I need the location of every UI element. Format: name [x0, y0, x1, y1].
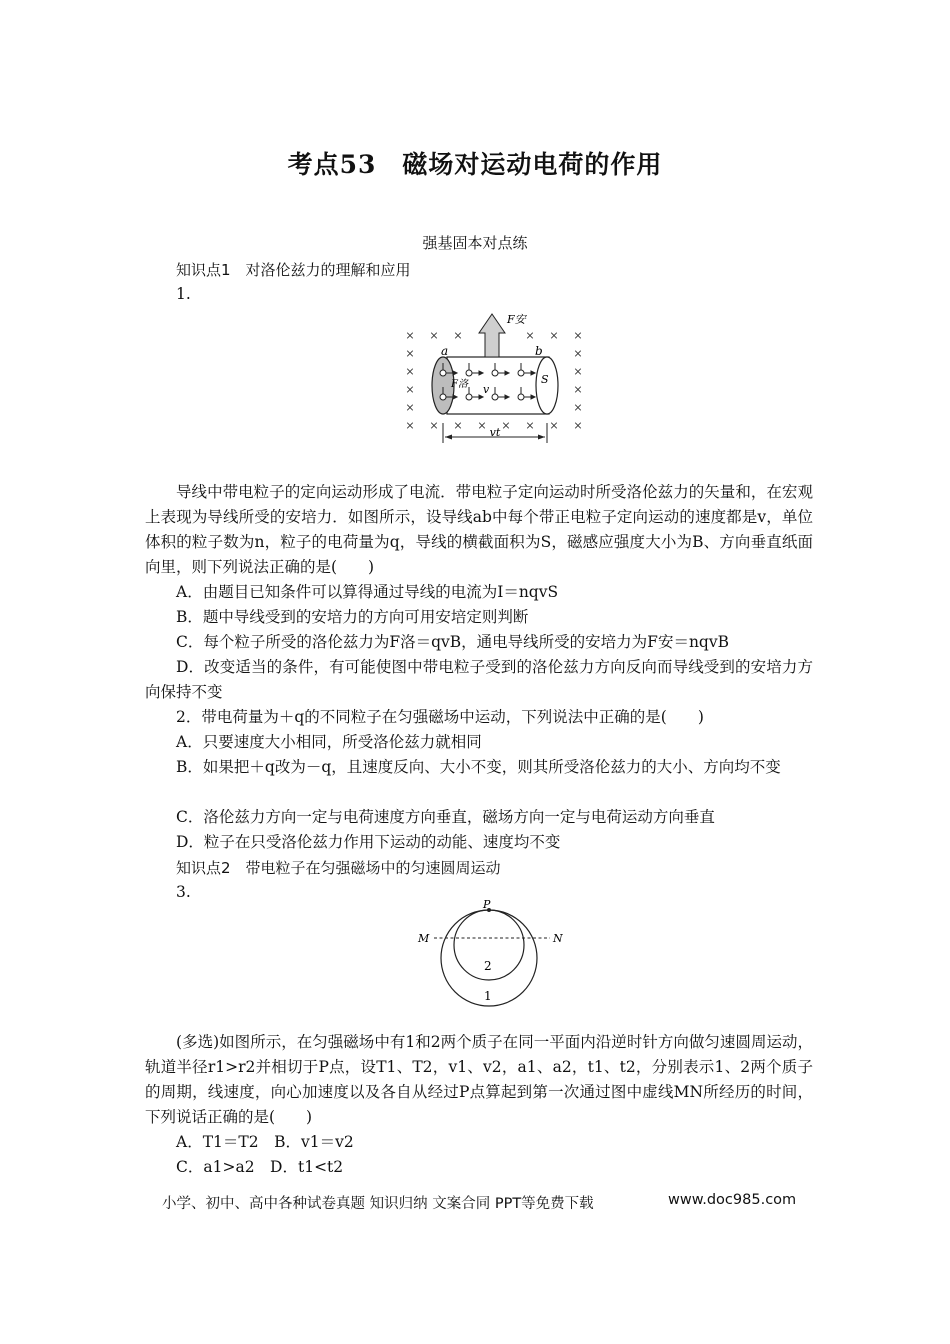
- field-cross-icon: ×: [573, 419, 583, 432]
- charged-particle: [518, 370, 524, 376]
- knowledge-point-1: 知识点1 对洛伦兹力的理解和应用: [176, 261, 411, 279]
- question-1-option-a: A．由题目已知条件可以算得通过导线的电流为I＝nqvS: [176, 583, 559, 601]
- label-orbit-1: 1: [484, 989, 492, 1003]
- label-b: b: [535, 344, 543, 358]
- charged-particle: [466, 370, 472, 376]
- field-cross-icon: ×: [573, 383, 583, 396]
- question-3-options-ab: A．T1＝T2 B．v1＝v2: [176, 1133, 354, 1151]
- charged-particle: [440, 394, 446, 400]
- section-title: 强基固本对点练: [422, 234, 528, 252]
- field-cross-icon: ×: [405, 365, 415, 378]
- label-v: v: [483, 383, 490, 396]
- field-cross-icon: ×: [405, 419, 415, 432]
- field-cross-icon: ×: [573, 365, 583, 378]
- label-n: N: [553, 932, 563, 945]
- field-cross-icon: ×: [549, 329, 559, 342]
- question-2-option-c: C．洛伦兹力方向一定与电荷速度方向垂直，磁场方向一定与电荷运动方向垂直: [176, 808, 715, 826]
- label-f-luo: F洛: [451, 379, 468, 390]
- question-2-stem: 2．带电荷量为＋q的不同粒子在匀强磁场中运动，下列说法中正确的是( ): [176, 708, 704, 726]
- footer-link[interactable]: www.doc985.com: [668, 1192, 797, 1208]
- field-cross-icon: ×: [405, 329, 415, 342]
- label-vt: vt: [489, 426, 501, 439]
- question-1-option-b: B．题中导线受到的安培力的方向可用安培定则判断: [176, 608, 529, 626]
- label-a: a: [441, 344, 449, 358]
- field-cross-icon: ×: [453, 329, 463, 342]
- footer-text: 小学、初中、高中各种试卷真题 知识归纳 文案合同 PPT等免费下载: [162, 1196, 594, 1212]
- question-1-option-d: D．改变适当的条件，有可能使图中带电粒子受到的洛伦兹力方向反向而导线受到的安培力方向保持不变: [145, 658, 813, 701]
- field-cross-icon: ×: [453, 419, 463, 432]
- field-cross-icon: ×: [405, 383, 415, 396]
- ampere-force-arrow: [479, 314, 505, 357]
- field-cross-icon: ×: [501, 419, 511, 432]
- label-s: S: [541, 373, 549, 386]
- field-cross-icon: ×: [477, 419, 487, 432]
- figure-wire-in-field: [395, 305, 595, 450]
- question-3-number: 3.: [176, 883, 191, 901]
- charged-particle: [492, 370, 498, 376]
- field-cross-icon: ×: [573, 329, 583, 342]
- charged-particle: [518, 394, 524, 400]
- question-2-option-d: D．粒子在只受洛伦兹力作用下运动的动能、速度均不变: [176, 833, 561, 851]
- question-1-number: 1.: [176, 285, 191, 303]
- question-3-options-cd: C．a1>a2 D．t1<t2: [176, 1158, 344, 1176]
- figure-circular-orbits: [410, 900, 570, 1012]
- question-1-stem: 导线中带电粒子的定向运动形成了电流．带电粒子定向运动时所受洛伦兹力的矢量和，在宏观上表现为导线所受的安培力．如图所示，设导线ab中每个带正电粒子定向运动的速度都是v，单位体积的粒子数为n，粒子的电荷量为q，导线的横截面积为S，磁感应强度大小为B、方向垂直纸面向里，则下列说法正确的是( ): [145, 483, 813, 576]
- charged-particle: [492, 394, 498, 400]
- field-cross-icon: ×: [525, 329, 535, 342]
- charged-particle: [466, 394, 472, 400]
- question-2-option-a: A．只要速度大小相同，所受洛伦兹力就相同: [176, 733, 482, 751]
- field-cross-icon: ×: [429, 419, 439, 432]
- field-cross-icon: ×: [525, 419, 535, 432]
- field-cross-icon: ×: [573, 401, 583, 414]
- label-orbit-2: 2: [484, 959, 492, 973]
- field-cross-icon: ×: [549, 419, 559, 432]
- question-3-stem: (多选)如图所示，在匀强磁场中有1和2两个质子在同一平面内沿逆时针方向做匀速圆周运动，轨道半径r1>r2并相切于P点，设T1、T2，v1、v2，a1、a2，t1、t2，分别表示1、2两个质子的周期，线速度，向心加速度以及各自从经过P点算起到第一次通过图中虚线MN所经历的时间，下列说话正确的是( ): [145, 1033, 813, 1126]
- charged-particle: [440, 370, 446, 376]
- label-m: M: [418, 932, 430, 945]
- field-cross-icon: ×: [405, 347, 415, 360]
- field-cross-icon: ×: [429, 329, 439, 342]
- field-cross-icon: ×: [573, 347, 583, 360]
- knowledge-point-2: 知识点2 带电粒子在匀强磁场中的匀速圆周运动: [176, 859, 501, 877]
- label-f-an: F安: [507, 313, 526, 326]
- label-p: P: [483, 900, 491, 911]
- page-title: 考点53 磁场对运动电荷的作用: [287, 150, 663, 179]
- question-2-option-b: B．如果把＋q改为－q，且速度反向、大小不变，则其所受洛伦兹力的大小、方向均不变: [176, 758, 781, 776]
- field-cross-icon: ×: [405, 401, 415, 414]
- question-1-option-c: C．每个粒子所受的洛伦兹力为F洛＝qvB，通电导线所受的安培力为F安＝nqvB: [176, 633, 729, 651]
